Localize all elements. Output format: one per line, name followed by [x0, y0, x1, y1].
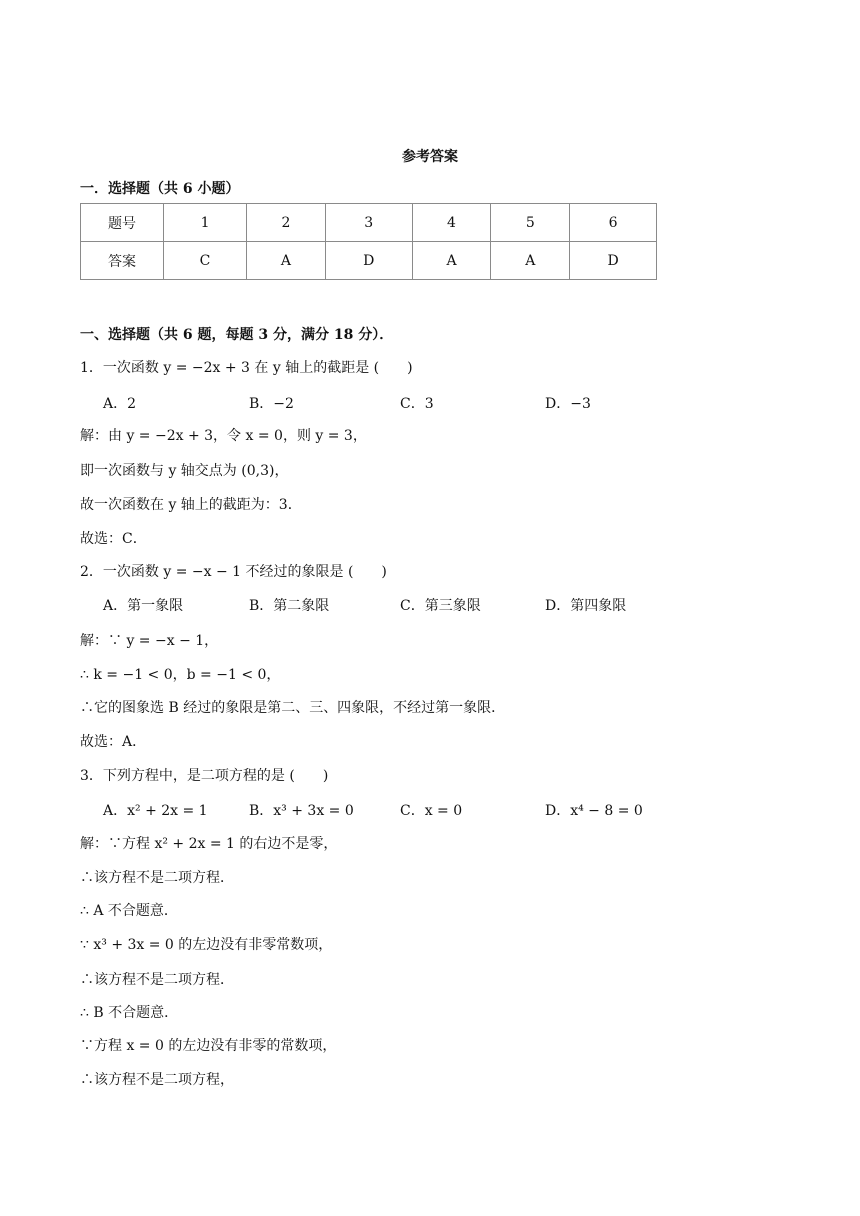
text-line: ∴该方程不是二项方程． [80, 870, 234, 886]
table-cell: A [412, 242, 491, 280]
text-line: B．第二象限 [249, 598, 330, 614]
text-line: A．2 [103, 396, 137, 412]
text-line: 故一次函数在 y 轴上的截距为：3． [80, 497, 302, 513]
table-cell: D [570, 242, 657, 280]
table-cell: D [325, 242, 412, 280]
text-line: ∴该方程不是二项方程． [80, 972, 234, 988]
table-cell: 4 [412, 204, 491, 242]
text-line: 故选：C． [80, 531, 147, 547]
table-cell: C [164, 242, 247, 280]
table-row-numbers [81, 204, 657, 242]
text-line: 即一次函数与 y 轴交点为 (0,3)， [80, 463, 289, 479]
text-line: ∴该方程不是二项方程， [80, 1072, 234, 1088]
text-line: A．第一象限 [103, 598, 184, 614]
text-line: 3．下列方程中，是二项方程的是 ( ) [80, 768, 329, 784]
table-row-answers [81, 242, 657, 280]
table-header-cell: 答案 [81, 242, 164, 280]
text-line: B．−2 [249, 396, 294, 412]
table-cell: A [491, 242, 570, 280]
text-line: C．第三象限 [400, 598, 481, 614]
text-line: ∵方程 x = 0 的左边没有非零的常数项， [80, 1038, 337, 1054]
text-line: ∵ x³ + 3x = 0 的左边没有非零常数项， [80, 937, 333, 953]
table-cell: 1 [164, 204, 247, 242]
text-line: ∴ k = −1 < 0，b = −1 < 0， [80, 667, 281, 683]
text-line: 解：由 y = −2x + 3，令 x = 0，则 y = 3， [80, 428, 367, 444]
section-heading-choice: 一．选择题（共 6 小题） [80, 181, 240, 197]
text-line: A．x² + 2x = 1 [103, 803, 208, 819]
table-cell: 2 [247, 204, 326, 242]
text-line: ∴它的图象选 B 经过的象限是第二、三、四象限，不经过第一象限． [80, 700, 506, 716]
text-line: B．x³ + 3x = 0 [249, 803, 354, 819]
text-line: 故选：A． [80, 734, 147, 750]
text-line: ∴ A 不合题意． [80, 903, 178, 919]
text-line: D．第四象限 [545, 598, 627, 614]
page-title: 参考答案 [402, 149, 458, 165]
text-line: 2．一次函数 y = −x − 1 不经过的象限是 ( ) [80, 564, 387, 580]
table-cell: 3 [325, 204, 412, 242]
table-cell: A [247, 242, 326, 280]
text-line: 解：∵方程 x² + 2x = 1 的右边不是零， [80, 836, 338, 852]
table-cell: 6 [570, 204, 657, 242]
text-line: C．3 [400, 396, 434, 412]
table-header-cell: 题号 [81, 204, 164, 242]
text-line: C．x = 0 [400, 803, 463, 819]
answer-table [80, 203, 657, 280]
table-cell: 5 [491, 204, 570, 242]
text-line: D．−3 [545, 396, 591, 412]
text-line: D．x⁴ − 8 = 0 [545, 803, 643, 819]
section-heading-detailed: 一、选择题（共 6 题，每题 3 分，满分 18 分）． [80, 327, 394, 343]
text-line: 解：∵ y = −x − 1， [80, 633, 219, 649]
text-line: ∴ B 不合题意． [80, 1005, 179, 1021]
text-line: 1．一次函数 y = −2x + 3 在 y 轴上的截距是 ( ) [80, 360, 413, 376]
